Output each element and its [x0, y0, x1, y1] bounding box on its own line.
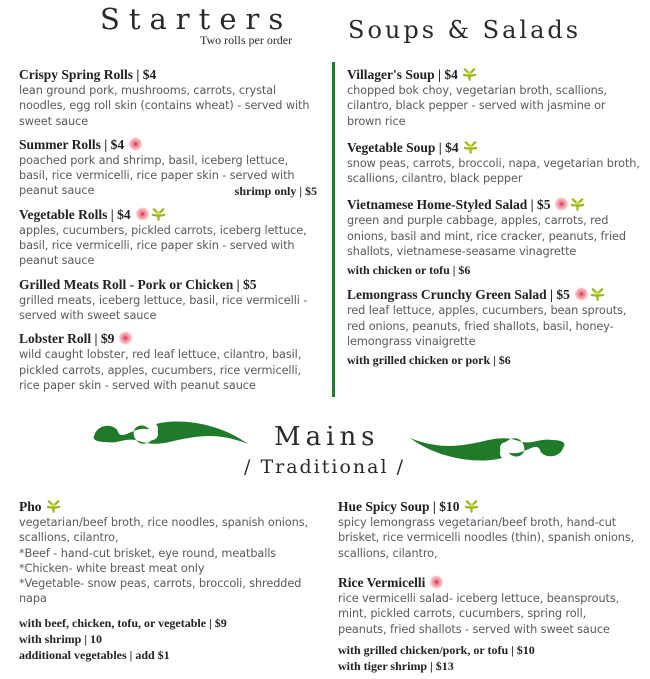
item-desc: vegetarian/beef broth, rice noodles, spanish onions, scallions, cilantro,	[19, 516, 308, 545]
mains-subtitle: / Traditional /	[244, 456, 405, 478]
starters-title: Starters	[100, 2, 293, 36]
right-flourish-ornament	[405, 428, 570, 468]
item-extra: with grilled chicken/pork, or tofu | $10	[338, 642, 535, 657]
item-desc: lean ground pork, mushrooms, carrots, crystal noodles, egg roll skin (contains wheat) - served with sweet sauce	[19, 84, 310, 128]
menu-item	[19, 136, 317, 199]
item-name: Rice Vermicelli	[338, 575, 426, 590]
menu-item	[19, 66, 317, 129]
item-desc: green and purple cabbage, apples, carrots, red onions, basil and mint, rice cracker, peanuts, fried shallots, vietnamese-seasame vinagrette	[347, 214, 626, 259]
item-name: Hue Spicy Soup | $10	[338, 499, 460, 514]
item-desc: *Beef - hand-cut brisket, eye round, meatballs	[19, 546, 277, 560]
item-extra: with chicken or tofu | $6	[347, 263, 471, 278]
menu-item	[347, 286, 642, 368]
left-flourish-ornament	[88, 414, 253, 454]
menu-item	[347, 196, 642, 278]
menu-item	[19, 206, 317, 269]
flower-icon	[135, 207, 150, 221]
mains-title: Mains	[274, 422, 380, 452]
item-desc: red leaf lettuce, apples, cucumbers, bean sprouts, red onions, peanuts, fried shallots, basil, honey-lemongrass vinaigrette	[347, 304, 627, 348]
item-extra: additional vegetables | add $1	[19, 647, 170, 662]
flower-icon	[118, 331, 133, 345]
item-name: Vegetable Soup | $4	[347, 139, 459, 155]
item-desc: wild caught lobster, red leaf lettuce, cilantro, basil, pickled carrots, apples, cucumbers, rice vermicelli, rice paper skin - served with peanut sauce	[19, 348, 302, 392]
leaf-icon	[462, 67, 477, 81]
item-desc: grilled meats, iceberg lettuce, basil, rice vermicelli - served with sweet sauce	[19, 293, 308, 322]
item-desc: snow peas, carrots, broccoli, napa, vegetarian broth, scallions, cilantro, black pepper	[347, 156, 640, 186]
item-extra: with beef, chicken, tofu, or vegetable | $9	[19, 615, 227, 630]
item-name: Pho	[19, 499, 42, 514]
item-name: Summer Rolls | $4	[19, 136, 125, 152]
item-name: Lobster Roll | $9	[19, 331, 115, 347]
item-desc: apples, cucumbers, pickled carrots, iceberg lettuce, basil, rice vermicelli, rice paper skin - served with peanut sauce	[19, 223, 307, 268]
item-name: Crispy Spring Rolls | $4	[19, 67, 157, 82]
item-desc: poached pork and shrimp, basil, iceberg lettuce, basil, rice vermicelli, rice paper skin - served with peanut sauce	[19, 153, 295, 198]
leaf-icon	[570, 197, 585, 211]
flower-icon	[554, 197, 569, 211]
item-extra: shrimp only | $5	[234, 183, 317, 198]
flower-icon	[574, 287, 589, 301]
leaf-icon	[46, 499, 61, 513]
item-name: Vietnamese Home-Styled Salad | $5	[347, 197, 551, 213]
item-extra: with grilled chicken or pork | $6	[347, 353, 511, 368]
leaf-icon	[464, 499, 479, 513]
soups-list	[347, 66, 642, 375]
menu-item	[19, 276, 317, 324]
item-extra: with shrimp | 10	[19, 631, 102, 646]
item-name: Lemongrass Crunchy Green Salad | $5	[347, 287, 570, 303]
leaf-icon	[463, 140, 478, 154]
menu-item	[347, 139, 642, 187]
starters-subtitle: Two rolls per order	[200, 33, 293, 47]
flower-icon	[429, 575, 444, 589]
flower-icon	[128, 137, 143, 151]
hue-item	[338, 498, 638, 561]
starters-list	[19, 66, 317, 400]
item-desc: chopped bok choy, vegetarian broth, scallions, cilantro, black pepper - served with jasmine or brown rice	[347, 84, 607, 128]
item-name: Villager's Soup | $4	[347, 67, 458, 82]
item-desc: *Vegetable- snow peas, carrots, broccoli, shredded napa	[19, 577, 302, 606]
vermicelli-item	[338, 574, 638, 674]
item-desc: spicy lemongrass vegetarian/beef broth, hand-cut brisket, rice vermicelli noodles (thin), spanish onions, scallions, cilantro,	[338, 516, 635, 560]
menu-item	[347, 66, 642, 129]
column-divider	[332, 62, 335, 397]
soups-title: Soups & Salads	[348, 16, 582, 44]
item-name: Grilled Meats Roll - Pork or Chicken | $5	[19, 276, 257, 292]
item-name: Vegetable Rolls | $4	[19, 206, 131, 222]
item-desc: rice vermicelli salad- iceberg lettuce, beansprouts, mint, pickled carrots, cucumbers, spring roll, peanuts, fried shallots - served with sweet sauce	[338, 592, 620, 636]
menu-item	[19, 330, 317, 393]
pho-item	[19, 498, 319, 663]
item-desc: *Chicken- white breast meat only	[19, 561, 205, 575]
leaf-icon	[590, 287, 605, 301]
leaf-icon	[151, 207, 166, 221]
item-extra: with tiger shrimp | $13	[338, 658, 454, 673]
